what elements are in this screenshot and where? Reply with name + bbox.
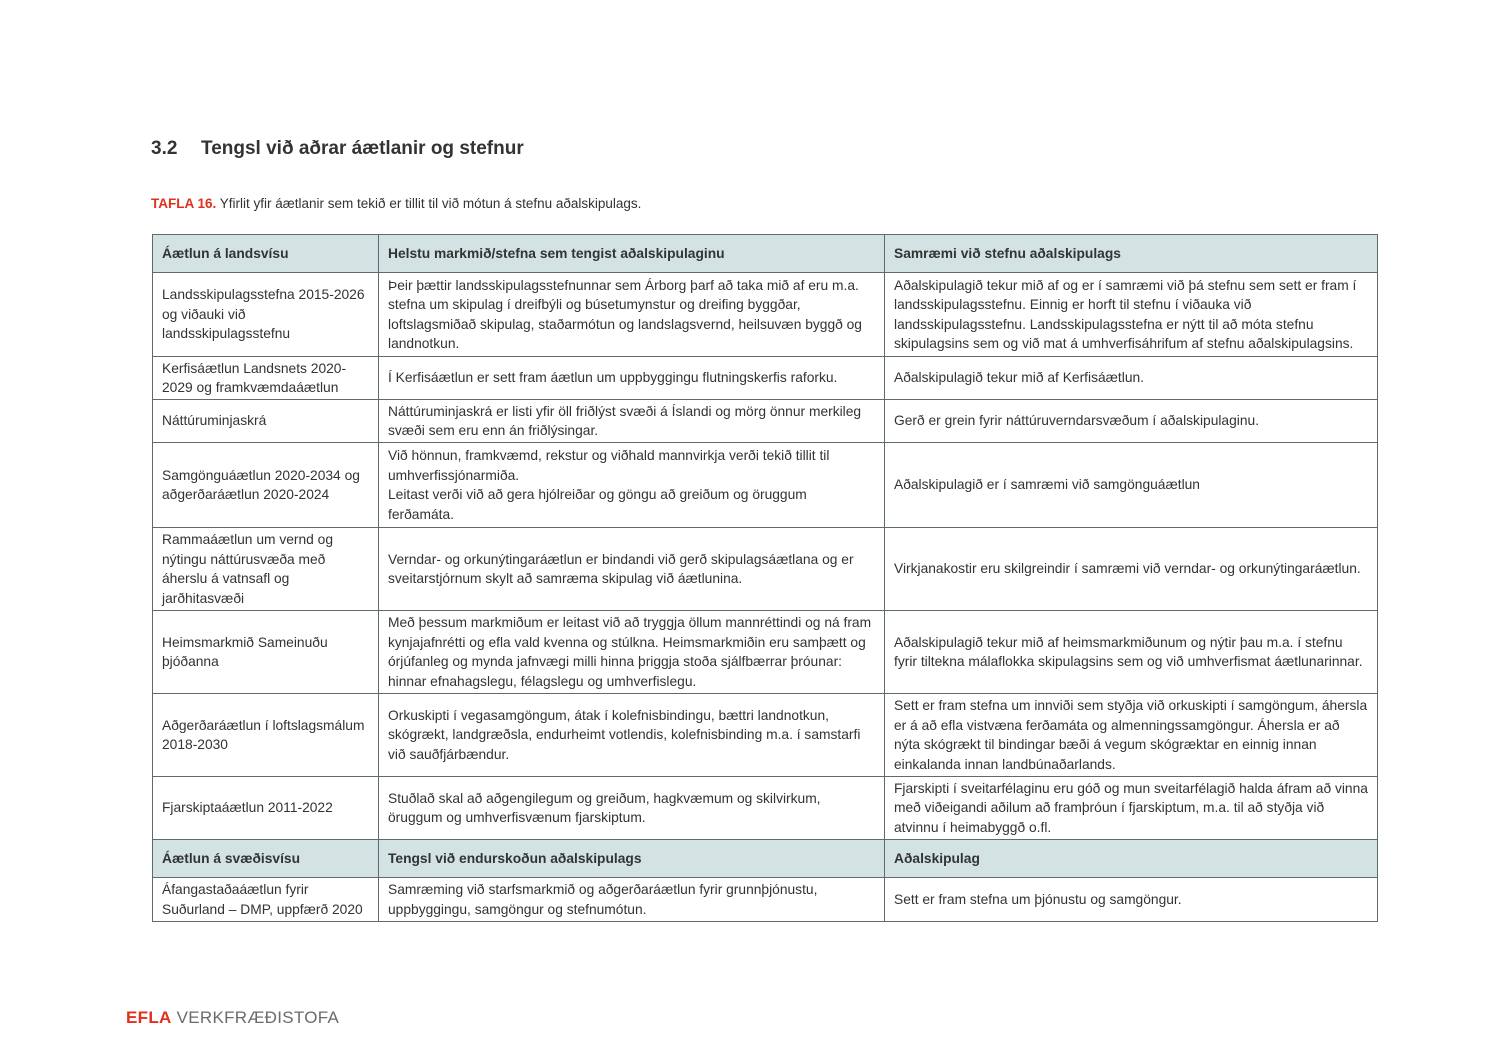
- table-caption: [151, 196, 641, 211]
- header-cell: Áætlun á svæðisvísu: [153, 840, 379, 878]
- table-row: [153, 694, 1378, 777]
- footer-brand: EFLA: [126, 1008, 172, 1027]
- plan-name-cell: Samgönguáætlun 2020-2034 og aðgerðaráætlun 2020-2024: [153, 443, 379, 528]
- section-number: 3.2: [151, 138, 178, 159]
- plan-name-cell: Fjarskiptaáætlun 2011-2022: [153, 777, 379, 840]
- section-title: Tengsl við aðrar áætlanir og stefnur: [201, 138, 524, 159]
- consistency-cell: Sett er fram stefna um þjónustu og samgöngur.: [885, 878, 1378, 922]
- consistency-cell: Gerð er grein fyrir náttúruverndarsvæðum í aðalskipulaginu.: [885, 400, 1378, 443]
- goal-cell: Stuðlað skal að aðgengilegum og greiðum, hagkvæmum og skilvirkum, öruggum og umhverfisvænum fjarskiptum.: [379, 777, 885, 840]
- goal-cell: Náttúruminjaskrá er listi yfir öll friðlýst svæði á Íslandi og mörg önnur merkileg svæði sem eru enn án friðlýsingar.: [379, 400, 885, 443]
- header-cell: Tengsl við endurskoðun aðalskipulags: [379, 840, 885, 878]
- consistency-cell: Aðalskipulagið er í samræmi við samgönguáætlun: [885, 443, 1378, 528]
- goal-cell: Í Kerfisáætlun er sett fram áætlun um uppbyggingu flutningskerfis raforku.: [379, 357, 885, 400]
- table-header-row: [153, 235, 1378, 273]
- table-row: [153, 777, 1378, 840]
- caption-label: TAFLA 16.: [151, 196, 217, 211]
- plan-name-cell: Kerfisáætlun Landsnets 2020-2029 og framkvæmdaáætlun: [153, 357, 379, 400]
- table-row: [153, 400, 1378, 443]
- goal-cell: Verndar- og orkunýtingaráætlun er bindandi við gerð skipulagsáætlana og er sveitarstjórnum skylt að samræma skipulag við áætlunina.: [379, 528, 885, 611]
- consistency-cell: Aðalskipulagið tekur mið af og er í samræmi við þá stefnu sem sett er fram í landsskipulagsstefnu. Einnig er horft til stefnu í viðauka við landsskipulagsstefnu. Landsskipulagsstefna er nýtt til að móta stefnu skipulagsins sem og við mat á umhverfisáhrifum af stefnu aðalskipulagsins.: [885, 273, 1378, 357]
- table-row: [153, 528, 1378, 611]
- plan-name-cell: Áfangastaðaáætlun fyrir Suðurland – DMP, uppfærð 2020: [153, 878, 379, 922]
- plan-name-cell: Landsskipulagsstefna 2015-2026 og viðauki við landsskipulagsstefnu: [153, 273, 379, 357]
- table-row: [153, 878, 1378, 922]
- goal-cell: Orkuskipti í vegasamgöngum, átak í kolefnisbindingu, bættri landnotkun, skógrækt, landgræðsla, endurheimt votlendis, kolefnisbinding m.a. í samstarfi við sauðfjárbændur.: [379, 694, 885, 777]
- header-cell: Aðalskipulag: [885, 840, 1378, 878]
- caption-text: Yfirlit yfir áætlanir sem tekið er tillit til við mótun á stefnu aðalskipulags.: [216, 196, 642, 211]
- header-cell: Samræmi við stefnu aðalskipulags: [885, 235, 1378, 273]
- goal-paragraph: Við hönnun, framkvæmd, rekstur og viðhald mannvirkja verði tekið tillit til umhverfissjónarmiða.: [388, 448, 830, 483]
- header-cell: Áætlun á landsvísu: [153, 235, 379, 273]
- table-row: [153, 357, 1378, 400]
- plan-name-cell: Rammaáætlun um vernd og nýtingu náttúrusvæða með áherslu á vatnsafl og jarðhitasvæði: [153, 528, 379, 611]
- goal-cell: Með þessum markmiðum er leitast við að tryggja öllum mannréttindi og ná fram kynjajafnrétti og efla vald kvenna og stúlkna. Heimsmarkmiðin eru samþætt og órjúfanleg og mynda jafnvægi milli hinna þriggja stoða sjálfbærrar þróunar: hinnar efnahagslegu, félagslegu og umhverfislegu.: [379, 611, 885, 694]
- plan-name-cell: Heimsmarkmið Sameinuðu þjóðanna: [153, 611, 379, 694]
- header-cell: Helstu markmið/stefna sem tengist aðalskipulaginu: [379, 235, 885, 273]
- consistency-cell: Aðalskipulagið tekur mið af Kerfisáætlun.: [885, 357, 1378, 400]
- table-row: [153, 443, 1378, 528]
- consistency-cell: Fjarskipti í sveitarfélaginu eru góð og mun sveitarfélagið halda áfram að vinna með viðeigandi aðilum að framþróun í fjarskiptum, m.a. til að styðja við atvinnu í heimabyggð o.fl.: [885, 777, 1378, 840]
- consistency-cell: Aðalskipulagið tekur mið af heimsmarkmiðunum og nýtir þau m.a. í stefnu fyrir tiltekna málaflokka skipulagsins sem og við umhverfismat áætlunarinnar.: [885, 611, 1378, 694]
- plans-table: [152, 234, 1378, 922]
- table-row: [153, 273, 1378, 357]
- plan-name-cell: Náttúruminjaskrá: [153, 400, 379, 443]
- section-heading: [151, 138, 524, 160]
- consistency-cell: Sett er fram stefna um innviði sem styðja við orkuskipti í samgöngum, áhersla er á að efla vistvæna ferðamáta og almenningssamgöngur. Áhersla er að nýta skógrækt til bindingar bæði á vegum skógræktar en einnig innan einkalanda innan landbúnaðarlands.: [885, 694, 1378, 777]
- consistency-cell: Virkjanakostir eru skilgreindir í samræmi við verndar- og orkunýtingaráætlun.: [885, 528, 1378, 611]
- table-row: [153, 611, 1378, 694]
- plan-name-cell: Aðgerðaráætlun í loftslagsmálum 2018-2030: [153, 694, 379, 777]
- table-header-row: [153, 840, 1378, 878]
- footer-logo: [126, 1008, 339, 1028]
- goal-cell: Samræming við starfsmarkmið og aðgerðaráætlun fyrir grunnþjónustu, uppbyggingu, samgöngur og stefnumótun.: [379, 878, 885, 922]
- goal-cell: [379, 443, 885, 528]
- footer-company: VERKFRÆÐISTOFA: [171, 1008, 340, 1027]
- goal-cell: Þeir þættir landsskipulagsstefnunnar sem Árborg þarf að taka mið af eru m.a. stefna um skipulag í dreifbýli og búsetumynstur og dreifing byggðar, loftslagsmiðað skipulag, staðarmótun og landslagsvernd, heilsuvæn byggð og landnotkun.: [379, 273, 885, 357]
- goal-paragraph: Leitast verði við að gera hjólreiðar og göngu að greiðum og öruggum ferðamáta.: [388, 487, 807, 522]
